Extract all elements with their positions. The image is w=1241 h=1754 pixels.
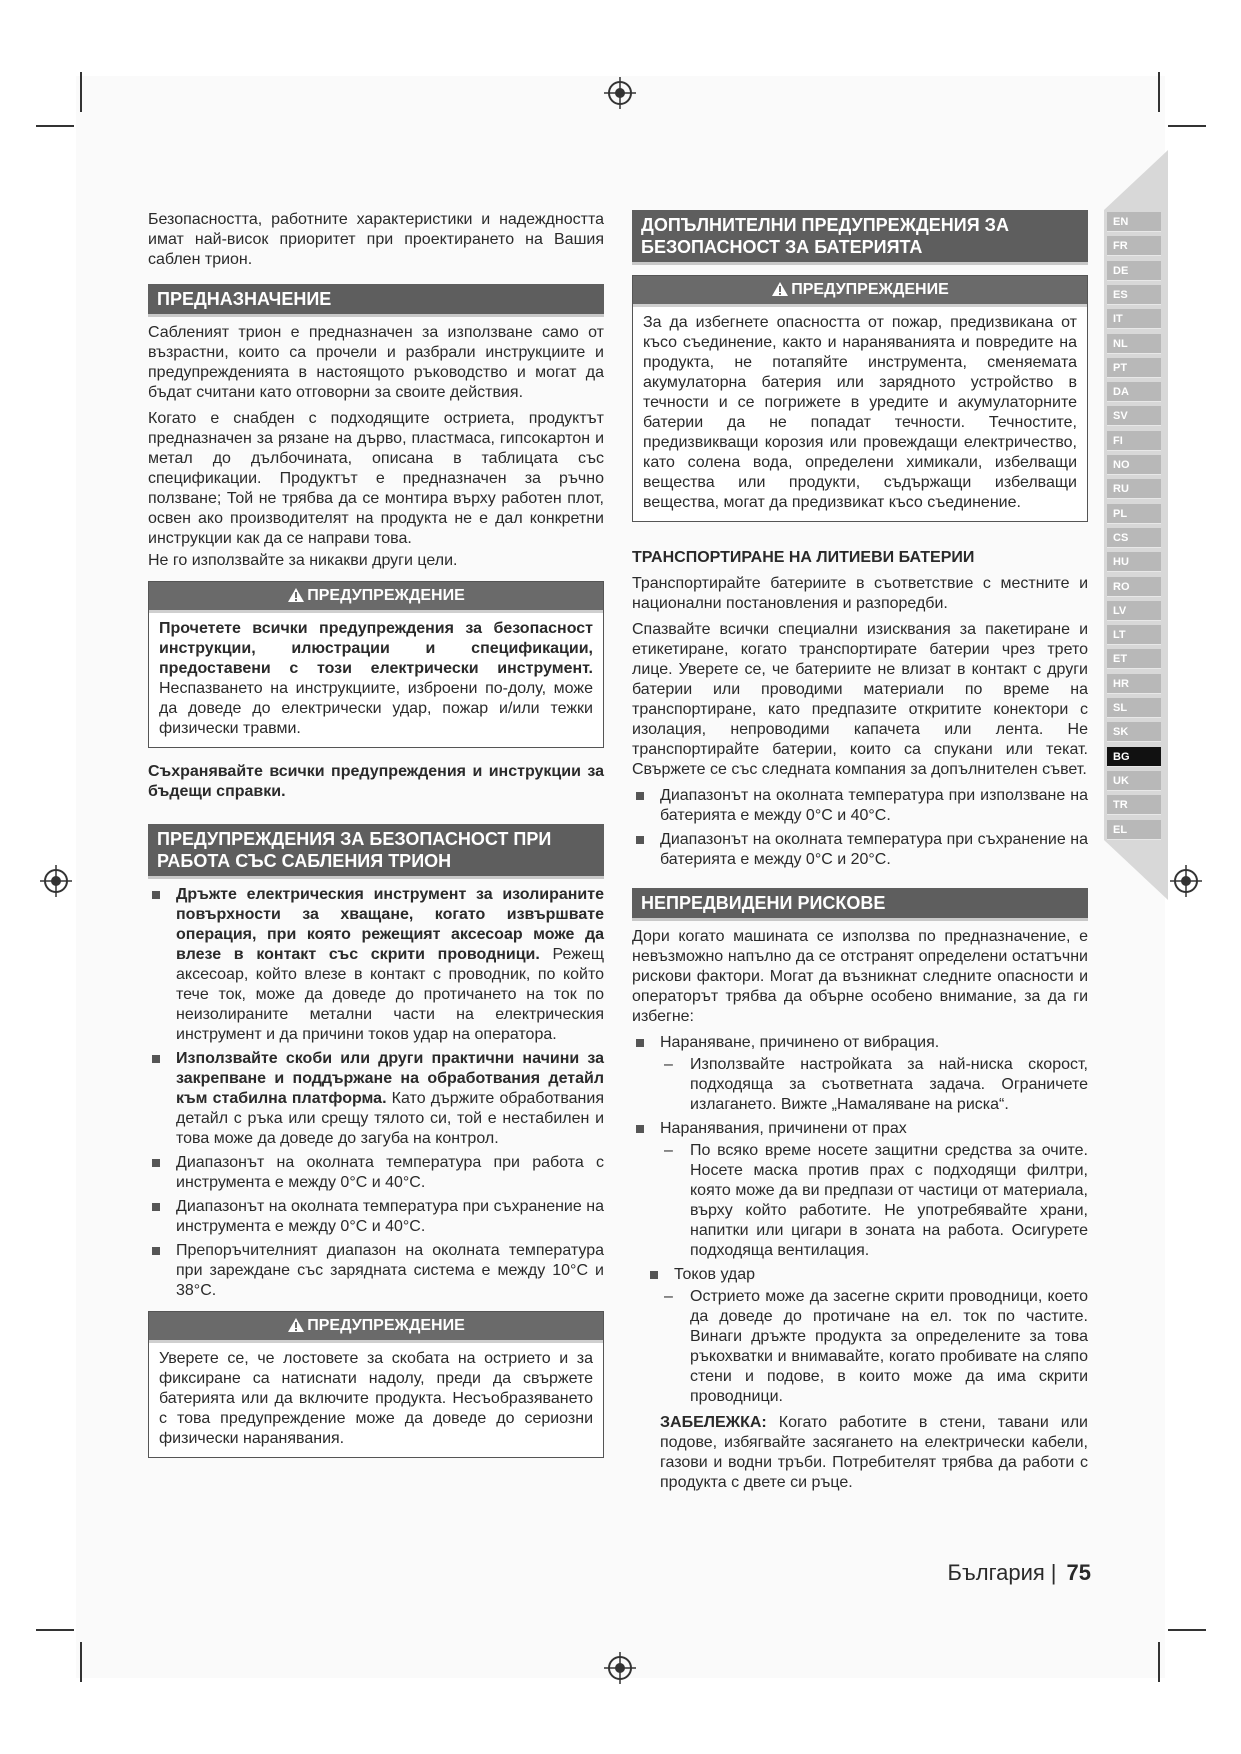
list-item-text: Режещ аксесоар, който влезе в контакт с проводник, по който тече ток, може да доведе до протичането на ток по неизолираните метални части на електрическия инструмент и да причини токов удар на оператора. (176, 946, 604, 1043)
warning-triangle-icon (287, 587, 305, 603)
crop-mark (36, 125, 74, 127)
registration-mark-icon (40, 865, 72, 897)
warning-box (148, 1311, 604, 1458)
crop-mark (1158, 1642, 1160, 1682)
warning-triangle-icon (771, 281, 789, 297)
language-tab-ro[interactable]: RO (1107, 577, 1161, 597)
risks-list (632, 1033, 1088, 1407)
sub-list (660, 1141, 1088, 1261)
language-tab-el[interactable]: EL (1107, 820, 1161, 840)
section-heading-safety: ПРЕДУПРЕЖДЕНИЯ ЗА БЕЗОПАСНОСТ ПРИ РАБОТА СЪС САБЛЕНИЯ ТРИОН (148, 824, 604, 879)
language-tab-uk[interactable]: UK (1107, 771, 1161, 791)
language-tab-it[interactable]: IT (1107, 309, 1161, 329)
language-tab-lv[interactable]: LV (1107, 601, 1161, 621)
crop-mark (80, 72, 82, 112)
purpose-paragraph: Сабленият трион е предназначен за използване само от възрастни, които са прочели и разбрали инструкциите и предупрежденията в настоящото ръководство и могат да бъдат считани като отговорни за своите действия. (148, 324, 604, 401)
language-tabs (1104, 150, 1168, 900)
registration-mark-icon (604, 77, 636, 109)
language-tab-sl[interactable]: SL (1107, 698, 1161, 718)
crop-mark (80, 1642, 82, 1682)
registration-mark-icon (604, 1652, 636, 1684)
warning-box-title (149, 582, 603, 613)
language-tab-et[interactable]: ET (1107, 649, 1161, 669)
language-tab-en[interactable]: EN (1107, 212, 1161, 232)
language-tab-cs[interactable]: CS (1107, 528, 1161, 548)
language-tab-sv[interactable]: SV (1107, 406, 1161, 426)
language-tab-tr[interactable]: TR (1107, 795, 1161, 815)
warning-title-text: ПРЕДУПРЕЖДЕНИЕ (307, 587, 465, 604)
list-item: Диапазонът на околната температура при използване на батерията е между 0°C и 40°C. (632, 786, 1088, 826)
language-tab-de[interactable]: DE (1107, 261, 1161, 281)
list-item (632, 1033, 1088, 1115)
left-column (148, 210, 604, 1472)
list-item-bold: Използвайте скоби или други практични начини за закрепване и поддържане на обработвания детайл към стабилна платформа. (176, 1050, 604, 1107)
page-number: 75 (1066, 1560, 1091, 1585)
warning-text: Уверете се, че лостовете за скобата на острието и за фиксиране са натиснати надолу, преди да свържете батерията или да включите продукта. Несъобразяването с това предупреждение може да доведе до сериозни физически наранявания. (159, 1350, 593, 1447)
crop-mark (1168, 125, 1206, 127)
language-tab-es[interactable]: ES (1107, 285, 1161, 305)
warning-box-body (149, 613, 603, 747)
list-item (148, 885, 604, 1045)
language-tab-fi[interactable]: FI (1107, 431, 1161, 451)
language-tab-no[interactable]: NO (1107, 455, 1161, 475)
warning-box-title (633, 276, 1087, 307)
language-tab-da[interactable]: DA (1107, 382, 1161, 402)
purpose-paragraph: Не го използвайте за никакви други цели. (148, 552, 458, 569)
footer-separator: | (1050, 1560, 1057, 1585)
warning-text: Неспазването на инструкциите, изброени по-долу, може да доведе до електрически удар, пожар и/или тежки физически травми. (159, 680, 593, 737)
warning-title-text: ПРЕДУПРЕЖДЕНИЕ (791, 281, 949, 298)
crop-mark (1158, 72, 1160, 112)
keep-instructions-text: Съхранявайте всички предупреждения и инструкции за бъдещи справки. (148, 763, 604, 800)
warning-box-body (149, 1343, 603, 1457)
list-item: Диапазонът на околната температура при съхранение на инструмента е между 0°C и 40°C. (148, 1197, 604, 1237)
section-heading-purpose: ПРЕДНАЗНАЧЕНИЕ (148, 284, 604, 317)
list-item (632, 1119, 1088, 1261)
language-tab-fr[interactable]: FR (1107, 236, 1161, 256)
list-item: Препоръчителният диапазон на околната температура при зареждане със зарядната система е между 10°C и 38°C. (148, 1241, 604, 1301)
warning-triangle-icon (287, 1317, 305, 1333)
safety-list (148, 885, 604, 1301)
language-tab-hr[interactable]: HR (1107, 674, 1161, 694)
list-item: Диапазонът на околната температура при съхранение на батерията е между 0°C и 20°C. (632, 830, 1088, 870)
list-item-bold: Дръжте електрическия инструмент за изолираните повърхности за хващане, когато извършвате операция, при която режещият аксесоар може да влезе в контакт със скрити проводници. (176, 886, 604, 963)
language-tab-hu[interactable]: HU (1107, 552, 1161, 572)
risks-paragraph: Дори когато машината се използва по предназначение, е невъзможно напълно да се отстранят определени остатъчни рискови фактори. Могат да възникнат следните опасности и операторът трябва да обърне особено внимание, за да ги избегне: (632, 928, 1088, 1025)
transport-paragraph: Транспортирайте батериите в съответствие с местните и национални постановления и разпоредби. (632, 575, 1088, 612)
language-tab-bg[interactable]: BG (1107, 747, 1161, 767)
intro-text: Безопасността, работните характеристики и надеждността имат най-висок приоритет при проектирането на Вашия саблен трион. (148, 211, 604, 268)
list-item-text: Като държите обработвания детайл с ръка или срещу тялото си, той е нестабилен и това може да доведе до загуба на контрол. (176, 1090, 604, 1147)
sub-list-item: – Използвайте настройката за най-ниска скорост, подходяща за съответната задача. Ограничете излагането. Вижте „Намаляване на риска“. (660, 1055, 1088, 1115)
transport-paragraph: Спазвайте всички специални изисквания за пакетиране и етикетиране, когато транспортирате батерии чрез трето лице. Уверете се, че батериите не влизат в контакт с други батерии или проводими материали по време на транспортиране, като предпазите откритите конектори с изолация, непроводими капачета или лента. Не транспортирайте батерии, които са спукани или текат. Свържете се със следната компания за допълнителен съвет. (632, 621, 1088, 778)
language-tab-ru[interactable]: RU (1107, 479, 1161, 499)
list-item: Диапазонът на околната температура при работа с инструмента е между 0°C и 40°C. (148, 1153, 604, 1193)
sub-list-item: – Острието може да засегне скрити проводници, което да доведе до протичане на ел. ток по частите. Винаги дръжте продукта за определените за това ръкохватки и внимавайте, когато пробивате на сляпо стени и подове, в които може да има скрити проводници. (660, 1287, 1088, 1407)
purpose-paragraph: Когато е снабден с подходящите остриета, продуктът предназначен за рязане на дърво, пластмаса, гипсокартон и метал до дълбочината, описана в таблицата със спецификации. Продуктът е предназначен за ръчно ползване; Той не трябва да се монтира върху работен плот, освен ако производителят на продукта не е дал конкретни инструкции как да се направи това. (148, 410, 604, 547)
crop-mark (36, 1629, 74, 1631)
list-item-text: Нараняване, причинено от вибрация. (660, 1034, 940, 1051)
subheading-transport: ТРАНСПОРТИРАНЕ НА ЛИТИЕВИ БАТЕРИИ (632, 549, 975, 566)
note-paragraph (632, 1413, 1088, 1493)
warning-box (632, 275, 1088, 522)
registration-mark-icon (1170, 865, 1202, 897)
warning-text: За да избегнете опасността от пожар, предизвикана от късо съединение, както и нараняванията и повредите на продукта, не потапяйте инструмента, сменяемата акумулаторна батерия или зарядното устройство в течности и се погрижете в уредите и акумулаторните батерии да не попадат течности. Течностите, предизвикващи корозия или провеждащи електричество, като солена вода, определени химикали, избелващи вещества или продукти, съдържащи избелващи вещества, могат да предизвикат късо съединение. (643, 314, 1077, 511)
list-item (148, 1049, 604, 1149)
footer-language: България (947, 1560, 1045, 1585)
list-item-text: Токов удар (674, 1266, 756, 1283)
list-item-text: Наранявания, причинени от прах (660, 1120, 907, 1137)
sub-list (660, 1287, 1088, 1407)
section-heading-risks: НЕПРЕДВИДЕНИ РИСКОВЕ (632, 888, 1088, 921)
language-tab-lt[interactable]: LT (1107, 625, 1161, 645)
language-tab-sk[interactable]: SK (1107, 722, 1161, 742)
sub-list (660, 1055, 1088, 1115)
note-label: ЗАБЕЛЕЖКА: (660, 1414, 767, 1431)
right-column (632, 200, 1088, 1499)
warning-title-text: ПРЕДУПРЕЖДЕНИЕ (307, 1317, 465, 1334)
language-tab-nl[interactable]: NL (1107, 334, 1161, 354)
warning-bold-text: Прочетете всички предупреждения за безопасност инструкции, илюстрации и спецификации, предоставени с този електрически инструмент. (159, 620, 593, 677)
warning-box (148, 581, 604, 748)
transport-list (632, 786, 1088, 870)
language-tab-pl[interactable]: PL (1107, 504, 1161, 524)
keep-instructions (148, 762, 604, 802)
language-tab-pt[interactable]: PT (1107, 358, 1161, 378)
page-footer (948, 1560, 1091, 1586)
note-text: Когато работите в стени, тавани или подове, избягвайте засягането на електрически кабели, газови и водни тръби. Потребителят трябва да работи с продукта с двете си ръце. (660, 1414, 1088, 1491)
section-heading-battery: ДОПЪЛНИТЕЛНИ ПРЕДУПРЕЖДЕНИЯ ЗА БЕЗОПАСНОСТ ЗА БАТЕРИЯТА (632, 210, 1088, 265)
list-item (646, 1265, 1088, 1407)
warning-box-body (633, 307, 1087, 521)
sub-list-item: – По всяко време носете защитни средства за очите. Носете маска против прах с подходящи филтри, която може да ви предпази от частици от материала, върху който работите. Не употребявайте храни, напитки или цигари в зоната на работа. Осигурете подходяща вентилация. (660, 1141, 1088, 1261)
crop-mark (1168, 1629, 1206, 1631)
warning-box-title (149, 1312, 603, 1343)
